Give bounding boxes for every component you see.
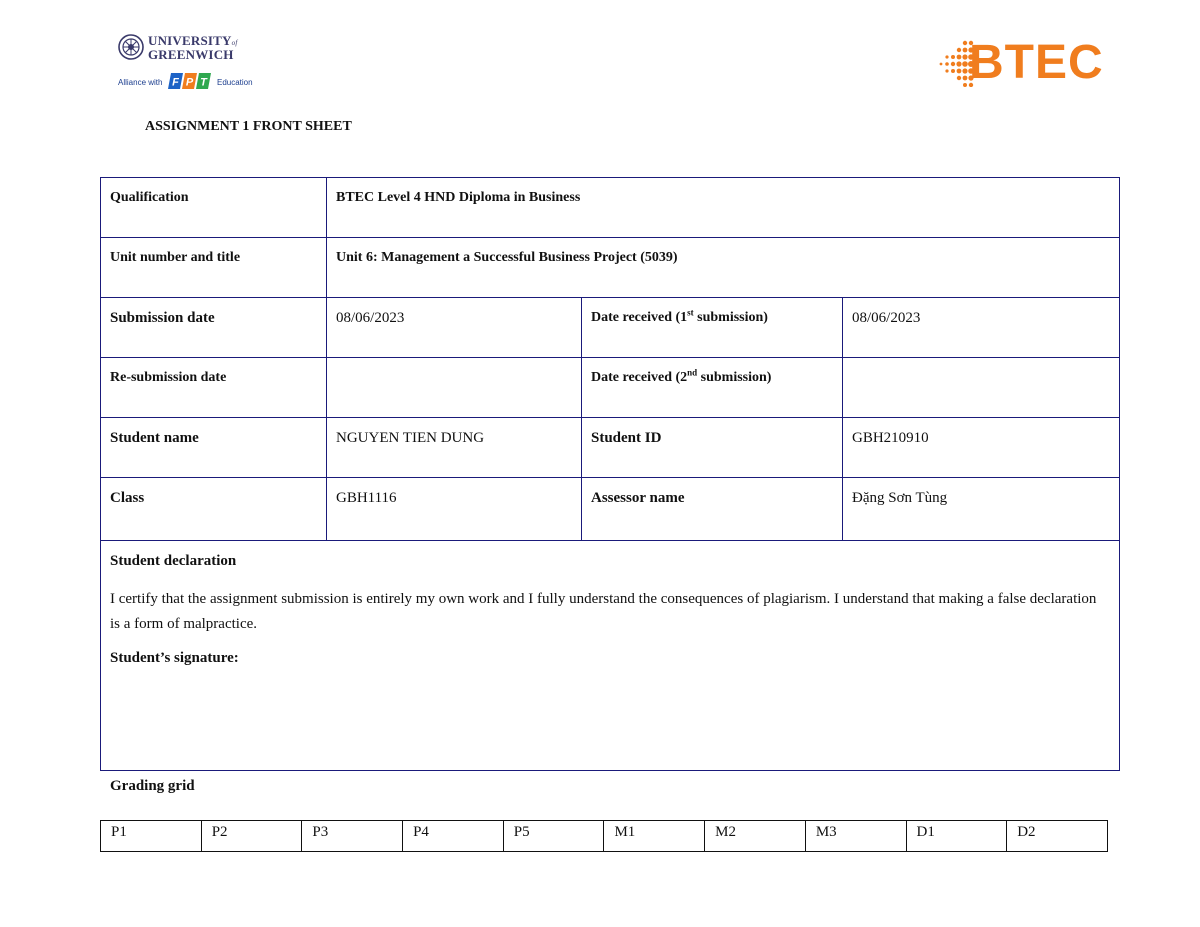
grading-grid-table: [100, 820, 1108, 852]
fpt-letter-f: F: [172, 76, 179, 89]
qualification-row: [101, 178, 1120, 238]
date-received-1-prefix: Date received (1: [591, 310, 688, 325]
grading-grid-row: [101, 821, 1108, 852]
greenwich-fpt-logo: [118, 33, 253, 94]
submission-row: [101, 298, 1120, 358]
class-row: [101, 478, 1120, 541]
assessor-label: Assessor name: [582, 478, 843, 541]
unit-label: Unit number and title: [101, 238, 327, 298]
grade-cell-m3: M3: [805, 821, 906, 852]
education-text: Education: [217, 78, 253, 87]
declaration-text: I certify that the assignment submission is entirely my own work and I fully understand the consequences of plagiarism. I understand that making a false declaration is a form of malpractice.: [110, 591, 1097, 632]
submission-date-value: 08/06/2023: [327, 298, 582, 358]
greenwich-wordmark: UNIVERSITYof GREENWICH: [148, 33, 238, 62]
fpt-logo-icon: [168, 72, 212, 90]
resubmission-row: [101, 358, 1120, 418]
grade-cell-p3: P3: [302, 821, 403, 852]
greenwich-crest-icon: [118, 34, 144, 60]
date-received-2-suffix: submission): [697, 370, 772, 385]
date-received-1-suffix: submission): [693, 310, 768, 325]
class-label: Class: [101, 478, 327, 541]
page-title: ASSIGNMENT 1 FRONT SHEET: [145, 119, 352, 134]
grade-cell-d2: D2: [1007, 821, 1108, 852]
grading-grid-heading: Grading grid: [110, 778, 195, 794]
front-sheet-table: [100, 177, 1120, 771]
fpt-letter-t: T: [200, 76, 207, 89]
fpt-letter-p: P: [185, 76, 194, 89]
student-name-label: Student name: [101, 418, 327, 478]
declaration-heading: Student declaration: [110, 553, 237, 569]
unit-value: Unit 6: Management a Successful Business Project (5039): [327, 238, 1120, 298]
grade-cell-m2: M2: [705, 821, 806, 852]
unit-row: [101, 238, 1120, 298]
qualification-value: BTEC Level 4 HND Diploma in Business: [327, 178, 1120, 238]
date-received-1-value: 08/06/2023: [843, 298, 1120, 358]
grade-cell-d1: D1: [906, 821, 1007, 852]
resubmission-date-value: [327, 358, 582, 418]
date-received-2-sup: nd: [687, 367, 698, 378]
qualification-label: Qualification: [101, 178, 327, 238]
date-received-2-prefix: Date received (2: [591, 370, 688, 385]
declaration-cell: [101, 541, 1120, 771]
student-id-value: GBH210910: [843, 418, 1120, 478]
student-id-label: Student ID: [582, 418, 843, 478]
date-received-1-sup: st: [687, 307, 694, 318]
student-name-value: NGUYEN TIEN DUNG: [327, 418, 582, 478]
btec-logo: [935, 34, 1125, 94]
grade-cell-p2: P2: [201, 821, 302, 852]
alliance-with-text: Alliance with: [118, 78, 163, 87]
assessor-value: Đặng Sơn Tùng: [843, 478, 1120, 541]
date-received-1-label: [582, 298, 843, 358]
date-received-2-value: [843, 358, 1120, 418]
grade-cell-p4: P4: [403, 821, 504, 852]
signature-label: Student’s signature:: [110, 650, 239, 666]
btec-wordmark: BTEC: [969, 36, 1104, 89]
declaration-row: [101, 541, 1120, 771]
class-value: GBH1116: [327, 478, 582, 541]
date-received-2-label: [582, 358, 843, 418]
submission-date-label: Submission date: [101, 298, 327, 358]
resubmission-date-label: Re-submission date: [101, 358, 327, 418]
grade-cell-p1: P1: [101, 821, 202, 852]
grade-cell-p5: P5: [503, 821, 604, 852]
student-row: [101, 418, 1120, 478]
grade-cell-m1: M1: [604, 821, 705, 852]
